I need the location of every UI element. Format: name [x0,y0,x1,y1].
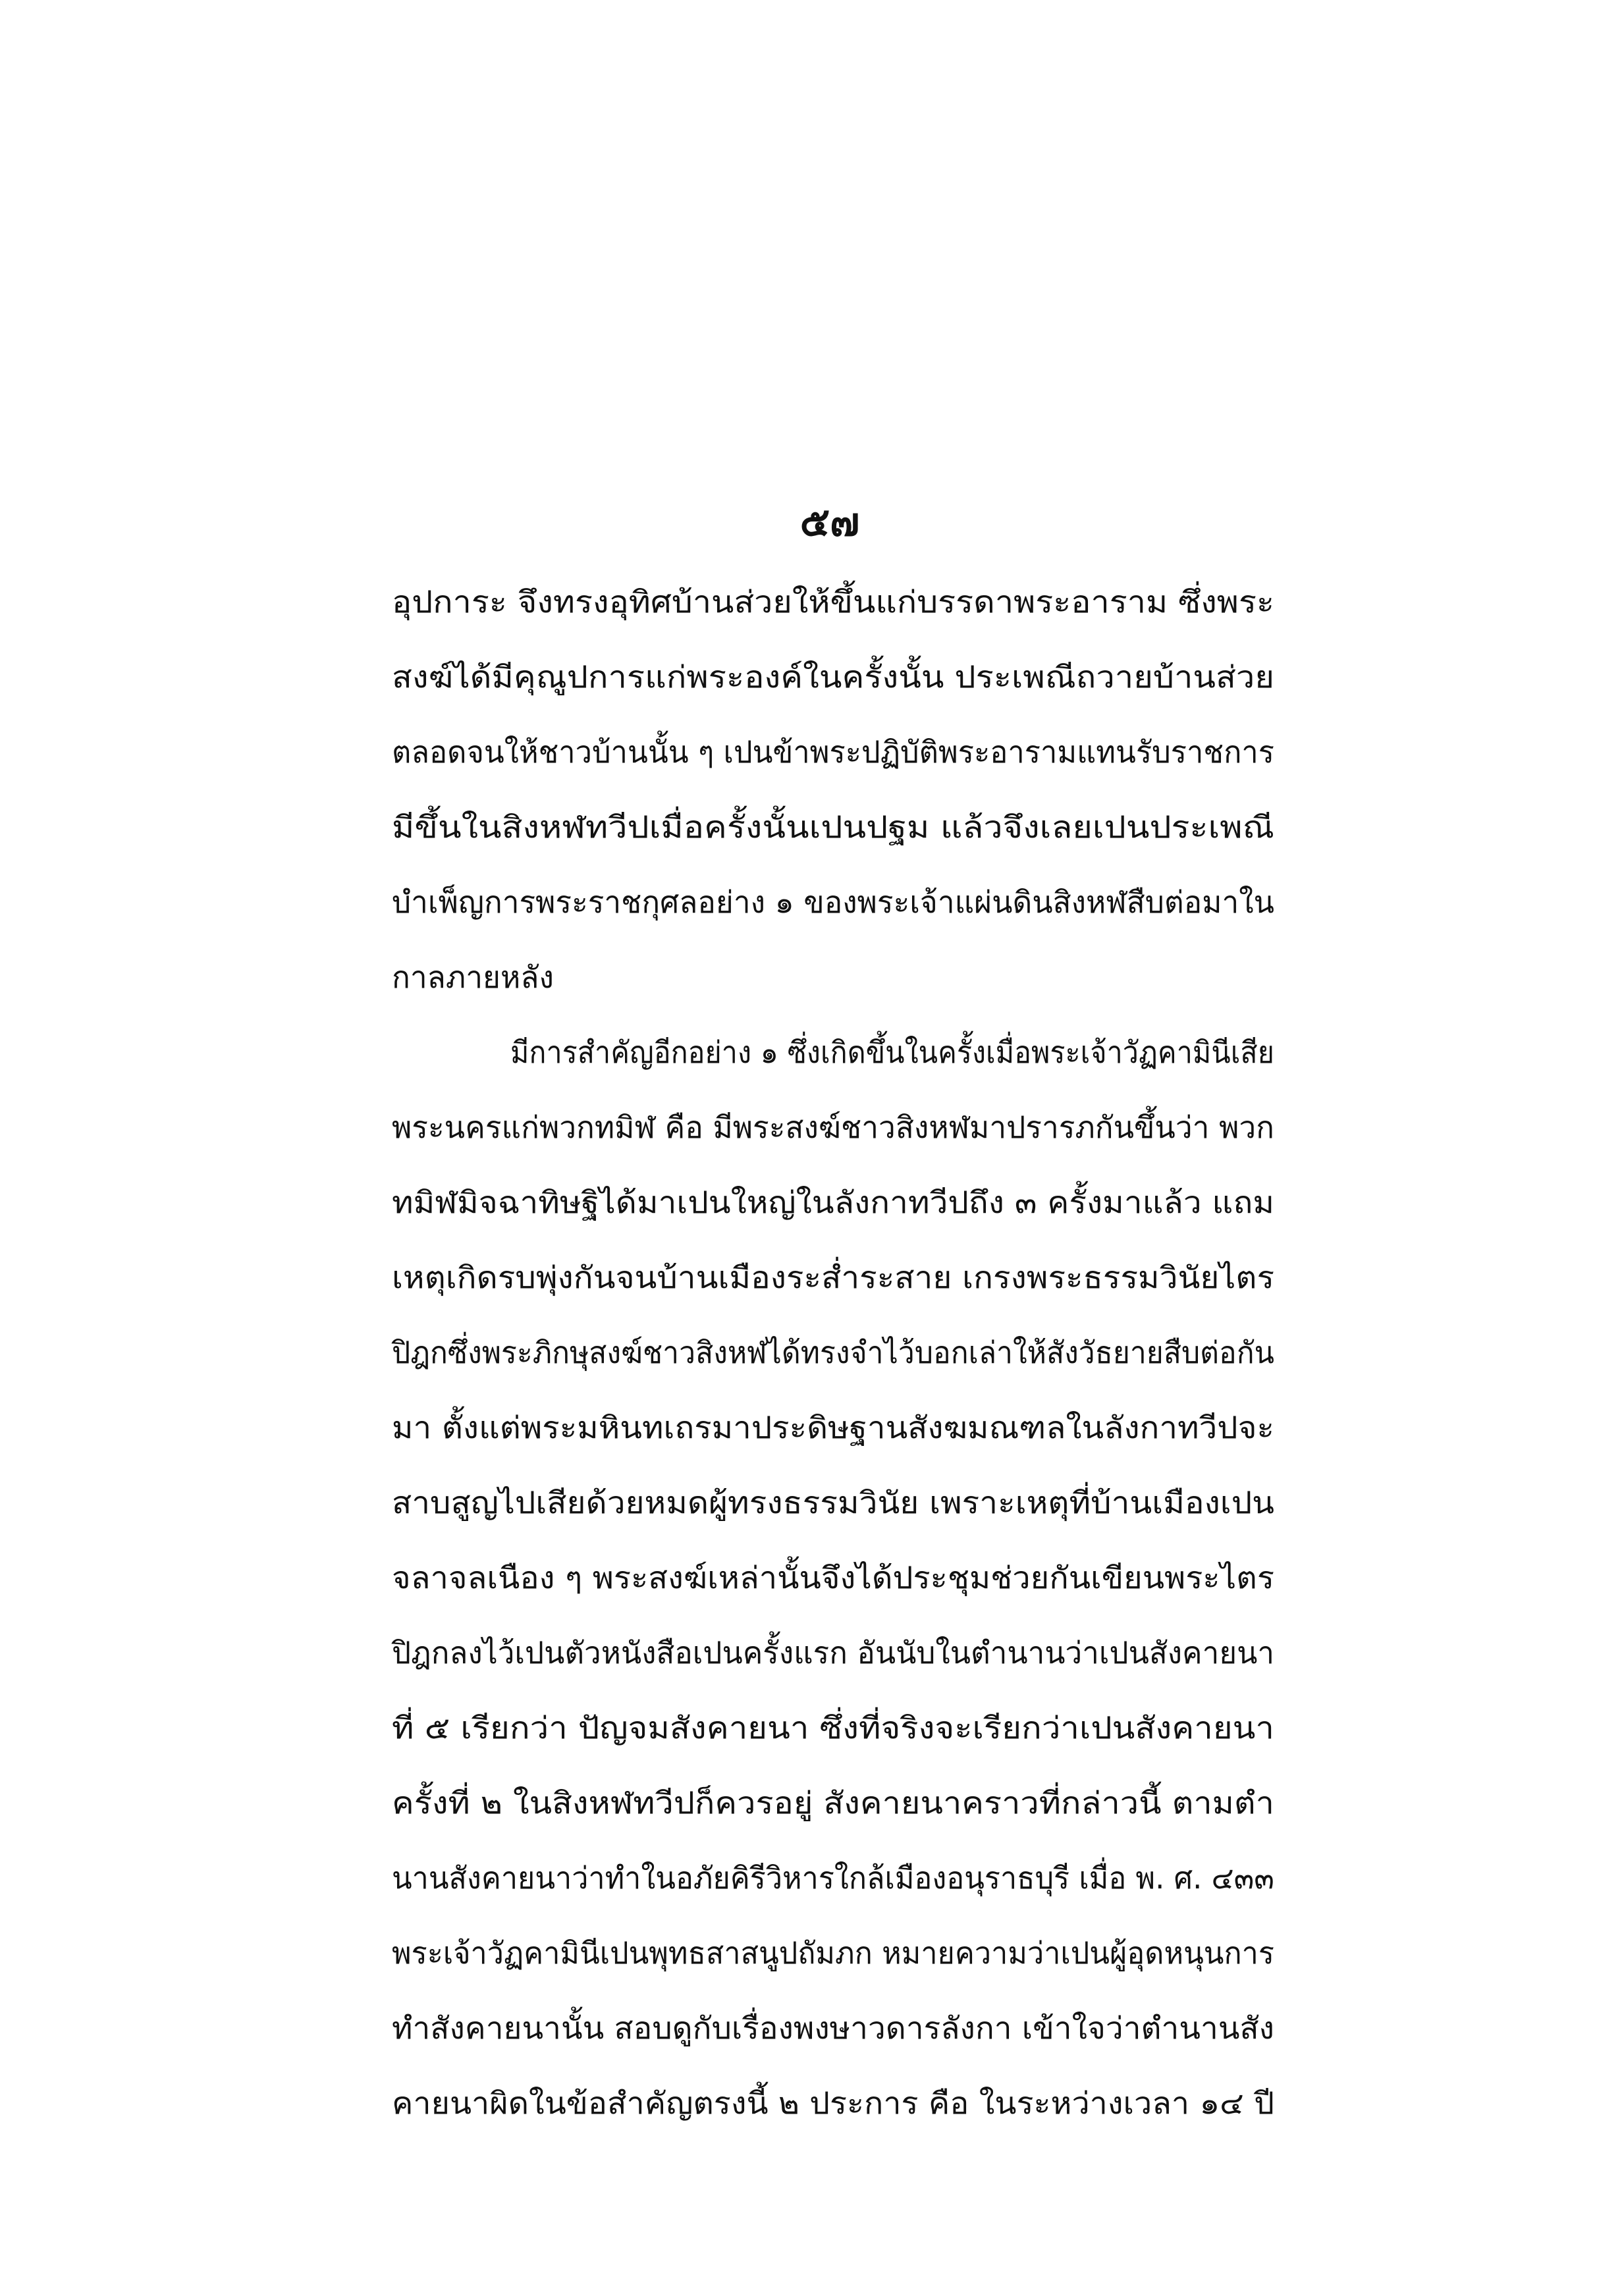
text-line [392,1242,1274,1317]
text-line-content: สาบสูญไปเสียด้วยหมดผู้ทรงธรรมวินัย เพราะเหตุที่บ้านเมืองเปน [392,1485,1275,1520]
text-line-content: ที่ ๕ เรียกว่า ปัญจมสังคายนา ซึ่งที่จริงจะเรียกว่าเปนสังคายนา [392,1710,1274,1746]
text-line [392,1917,1274,1992]
text-line [392,1467,1274,1542]
text-line [392,1842,1274,1917]
text-line-content: ทมิฬมิจฉาทิษฐิได้มาเปนใหญ่ในลังกาทวีปถึง ๓ ครั้งมาแล้ว แถม [392,1185,1274,1220]
text-line-content: ครั้งที่ ๒ ในสิงหฬทวีปก็ควรอยู่ สังคายนาคราวที่กล่าวนี้ ตามตำ [392,1785,1275,1821]
text-line-content: พระเจ้าวัฏคามินีเปนพุทธสาสนูปถัมภก หมายความว่าเปนผู้อุดหนุนการ [392,1935,1275,1971]
text-line-content: มีการสำคัญอีกอย่าง ๑ ซึ่งเกิดขึ้นในครั้งเมื่อพระเจ้าวัฏคามินีเสีย [510,1034,1274,1070]
text-line [392,641,1274,716]
text-line-content: คายนาผิดในข้อสำคัญตรงนี้ ๒ ประการ คือ ในระหว่างเวลา ๑๔ ปี [392,2085,1274,2121]
text-line [392,1017,1274,1092]
text-line [392,1092,1274,1167]
text-line-content: พระนครแก่พวกทมิฬ คือ มีพระสงฆ์ชาวสิงหฬมาปรารภกันขึ้นว่า พวก [392,1109,1275,1145]
text-line [392,867,1274,942]
text-line-content: จลาจลเนือง ๆ พระสงฆ์เหล่านั้นจึงได้ประชุมช่วยกันเขียนพระไตร [392,1560,1275,1595]
text-line [392,566,1274,641]
text-line-content: เหตุเกิดรบพุ่งกันจนบ้านเมืองระส่ำระสาย เกรงพระธรรมวินัยไตร [392,1260,1275,1295]
text-line-content: บำเพ็ญการพระราชกุศลอย่าง ๑ ของพระเจ้าแผ่นดินสิงหฬสืบต่อมาใน [392,884,1275,920]
text-line-content: มา ตั้งแต่พระมหินทเถรมาประดิษฐานสังฆมณฑลในลังกาทวีปจะ [392,1410,1274,1445]
body-text [392,566,1274,2143]
text-line [392,1992,1274,2068]
page-number: ๕๗ [799,499,860,545]
text-line-content: ปิฎกซึ่งพระภิกษุสงฆ์ชาวสิงหฬได้ทรงจำไว้บอกเล่าให้สังวัธยายสืบต่อกัน [392,1335,1274,1370]
text-line-content: อุปการะ จึงทรงอุทิศบ้านส่วยให้ขึ้นแก่บรรดาพระอาราม ซึ่งพระ [392,584,1274,620]
text-line [392,1317,1274,1392]
text-line-content: กาลภายหลัง [392,959,554,995]
text-line [392,1392,1274,1467]
text-line [392,2068,1274,2143]
text-line [392,716,1274,791]
text-line [392,1692,1274,1767]
text-line-content: นานสังคายนาว่าทำในอภัยคิรีวิหารใกล้เมืองอนุราธบุรี เมื่อ พ. ศ. ๔๓๓ [392,1860,1274,1896]
text-line-content: มีขึ้นในสิงหฬทวีปเมื่อครั้งนั้นเปนปฐม แล้วจึงเลยเปนประเพณี [392,809,1275,845]
text-line [392,942,1274,1017]
text-line [392,1617,1274,1692]
text-line-content: สงฆ์ได้มีคุณูปการแก่พระองค์ในครั้งนั้น ประเพณีถวายบ้านส่วย [392,659,1275,695]
text-line [392,1167,1274,1242]
text-line [392,1542,1274,1617]
text-line [392,791,1274,867]
text-line [392,1767,1274,1842]
text-line-content: ตลอดจนให้ชาวบ้านนั้น ๆ เปนข้าพระปฏิบัติพระอารามแทนรับราชการ [392,734,1275,770]
text-line-content: ทำสังคายนานั้น สอบดูกับเรื่องพงษาวดารลังกา เข้าใจว่าตำนานสัง [392,2010,1274,2046]
text-line-content: ปิฎกลงไว้เปนตัวหนังสือเปนครั้งแรก อันนับในตำนานว่าเปนสังคายนา [392,1635,1275,1670]
